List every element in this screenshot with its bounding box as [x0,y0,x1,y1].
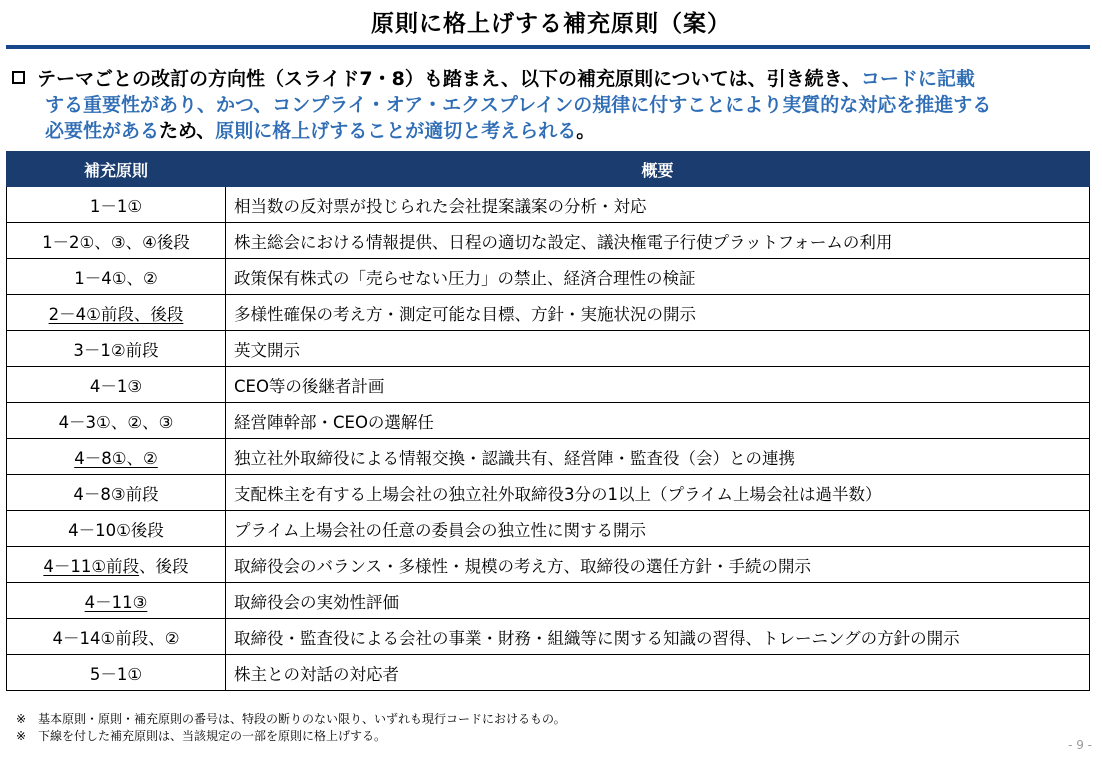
intro-line-1 [12,66,1090,92]
intro-highlight: 必要性がある [45,120,160,142]
principle-code-text: 4－8③前段 [73,484,159,504]
principle-summary: 多様性確保の考え方・測定可能な目標、方針・実施状況の開示 [226,295,1090,331]
table-row [7,259,1090,295]
principle-code-text: 、後段 [139,556,189,576]
intro-paragraph [12,66,1090,144]
principle-summary: 株主との対話の対応者 [226,655,1090,691]
principle-code-text: 3－1②前段 [73,340,159,360]
principle-summary: CEO等の後継者計画 [226,367,1090,403]
principle-summary: 株主総会における情報提供、日程の適切な設定、議決権電子行使プラットフォームの利用 [226,223,1090,259]
intro-text: 。 [576,120,596,142]
table-row [7,223,1090,259]
principle-code [7,367,226,403]
table-row [7,475,1090,511]
principle-summary: 相当数の反対票が投じられた会社提案議案の分析・対応 [226,187,1090,223]
table-row [7,619,1090,655]
table-header-row [7,152,1090,187]
table-row [7,439,1090,475]
principle-code-underlined: 2－4①前段、後段 [48,304,184,324]
principle-code [7,331,226,367]
principle-summary: 独立社外取締役による情報交換・認識共有、経営陣・監査役（会）との連携 [226,439,1090,475]
principle-summary: 取締役会のバランス・多様性・規模の考え方、取締役の選任方針・手続の開示 [226,547,1090,583]
table-row [7,295,1090,331]
principle-code-underlined: 4－11③ [84,592,148,612]
table-row [7,511,1090,547]
principle-code [7,511,226,547]
intro-line-2 [12,92,1090,118]
title-divider [6,45,1090,49]
principle-code [7,295,226,331]
principle-code-text: 4－1③ [89,376,143,396]
principle-summary: 取締役会の実効性評価 [226,583,1090,619]
header-principle: 補充原則 [7,152,226,187]
table-row [7,403,1090,439]
principle-code [7,259,226,295]
intro-highlight: 原則に格上げすることが適切と考えられる [215,120,577,142]
intro-line-3 [12,118,1090,144]
page-number: - 9 - [1068,738,1092,752]
principle-summary: 英文開示 [226,331,1090,367]
intro-highlight: コードに記載 [860,68,975,90]
page-title: 原則に格上げする補充原則（案） [371,11,731,37]
supplementary-principles-table [6,151,1090,691]
table-row [7,655,1090,691]
intro-text: ため、 [159,120,216,142]
principle-code-text: 4－14①前段、② [52,628,180,648]
principle-code-text: 4－10①後段 [68,520,164,540]
principle-code [7,583,226,619]
principle-code [7,475,226,511]
principle-code-text: 1－2①、③、④後段 [42,232,190,252]
principle-code [7,223,226,259]
intro-highlight: する重要性があり、かつ、コンプライ・オア・エクスプレインの規律に付すことにより実質的な対応を推進する [45,94,992,116]
principle-code-text: 5－1① [89,664,143,684]
header-summary: 概要 [226,152,1090,187]
principle-code [7,403,226,439]
table-row [7,583,1090,619]
table-row [7,187,1090,223]
table-row [7,331,1090,367]
principle-summary: 取締役・監査役による会社の事業・財務・組織等に関する知識の習得、トレーニングの方針の開示 [226,619,1090,655]
principle-summary: プライム上場会社の任意の委員会の独立性に関する開示 [226,511,1090,547]
principle-code [7,547,226,583]
principle-summary: 政策保有株式の「売らせない圧力」の禁止、経済合理性の検証 [226,259,1090,295]
principle-code [7,187,226,223]
table-row [7,547,1090,583]
principle-summary: 経営陣幹部・CEOの選解任 [226,403,1090,439]
principle-summary: 支配株主を有する上場会社の独立社外取締役3分の1以上（プライム上場会社は過半数） [226,475,1090,511]
principle-code [7,439,226,475]
square-bullet-icon [12,71,25,84]
principle-code [7,619,226,655]
principle-code-underlined: 4－8①、② [74,448,158,468]
principle-code-text: 4－3①、②、③ [58,412,174,432]
table-row [7,367,1090,403]
intro-text: テーマごとの改訂の方向性（スライド7・8）も踏まえ、以下の補充原則については、引き続き、 [37,68,861,90]
footnote-underline: ※ 下線を付した補充原則は、当該規定の一部を原則に格上げする。 [16,729,387,743]
principle-code [7,655,226,691]
principle-code-text: 1－4①、② [74,268,158,288]
principle-code-text: 1－1① [89,196,143,216]
principle-code-underlined: 4－11①前段 [43,556,140,576]
footnote-numbering: ※ 基本原則・原則・補充原則の番号は、特段の断りのない限り、いずれも現行コードにおけるもの。 [16,712,566,726]
